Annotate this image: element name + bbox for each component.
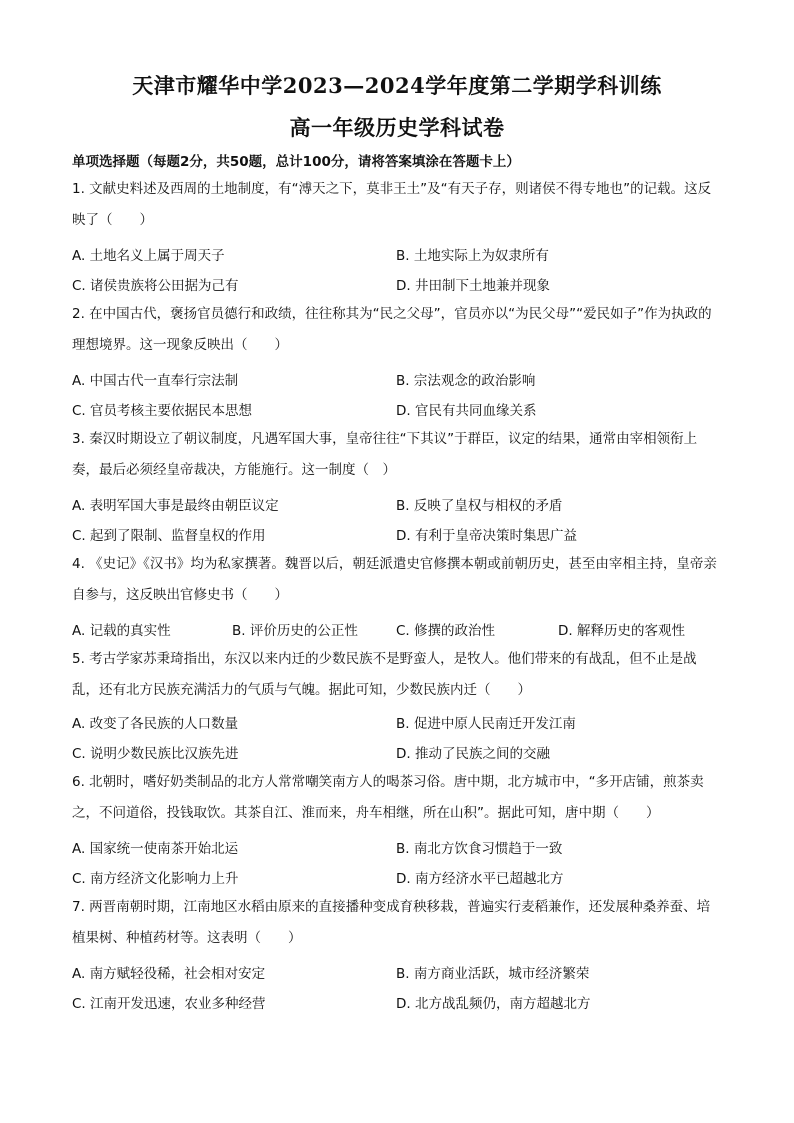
question-2-option-d: D. 官民有共同血缘关系	[396, 403, 537, 419]
question-7-option-b: B. 南方商业活跃，城市经济繁荣	[396, 966, 590, 982]
question-5-options-row-2	[72, 742, 722, 764]
question-6-stem: 6. 北朝时，嗜好奶类制品的北方人常常嘲笑南方人的喝茶习俗。唐中期，北方城市中，“多开店铺，煎茶卖之，不问道俗，投钱取饮。其茶自江、淮而来，舟车相继，所在山积”。据此可知，唐中期（ ）	[72, 774, 704, 821]
question-6-option-a: A. 国家统一使南茶开始北运	[72, 841, 239, 857]
question-5-option-c: C. 说明少数民族比汉族先进	[72, 746, 239, 762]
question-7-options-row-1	[72, 962, 722, 984]
question-1-option-c: C. 诸侯贵族将公田据为己有	[72, 278, 239, 294]
question-3-options-row-2	[72, 524, 722, 546]
question-7-option-c: C. 江南开发迅速，农业多种经营	[72, 996, 266, 1012]
question-5-options-row-1	[72, 712, 722, 734]
question-3-option-b: B. 反映了皇权与相权的矛盾	[396, 498, 563, 514]
question-1-option-d: D. 井田制下土地兼并现象	[396, 278, 550, 294]
question-1-options-row-2	[72, 274, 722, 296]
exam-school-title: 天津市耀华中学2023—2024学年度第二学期学科训练	[132, 73, 662, 98]
question-2-stem: 2. 在中国古代，褒扬官员德行和政绩，往往称其为“民之父母”，官员亦以“为民父母”“爱民如子”作为执政的理想境界。这一现象反映出（ ）	[72, 306, 712, 353]
question-3-option-d: D. 有利于皇帝决策时集思广益	[396, 528, 577, 544]
question-2-options-row-2	[72, 399, 722, 421]
question-1-option-b: B. 土地实际上为奴隶所有	[396, 248, 549, 264]
question-4-option-b: B. 评价历史的公正性	[232, 623, 358, 639]
question-2-option-c: C. 官员考核主要依据民本思想	[72, 403, 253, 419]
question-4-stem: 4. 《史记》《汉书》均为私家撰著。魏晋以后，朝廷派遣史官修撰本朝或前朝历史，甚至由宰相主持，皇帝亲自参与，这反映出官修史书（ ）	[72, 556, 717, 603]
question-4-option-d: D. 解释历史的客观性	[558, 623, 685, 639]
question-5-option-b: B. 促进中原人民南迁开发江南	[396, 716, 576, 732]
question-7-option-a: A. 南方赋轻役稀，社会相对安定	[72, 966, 266, 982]
question-6-options-row-1	[72, 837, 722, 859]
question-2-option-a: A. 中国古代一直奉行宗法制	[72, 373, 239, 389]
question-2-option-b: B. 宗法观念的政治影响	[396, 373, 536, 389]
question-4-option-c: C. 修撰的政治性	[396, 623, 496, 639]
question-3-stem: 3. 秦汉时期设立了朝议制度，凡遇军国大事，皇帝往往“下其议”于群臣，议定的结果，通常由宰相领衔上奏，最后必须经皇帝裁决，方能施行。这一制度（ ）	[72, 431, 698, 478]
question-3-option-c: C. 起到了限制、监督皇权的作用	[72, 528, 266, 544]
question-7-option-d: D. 北方战乱频仍，南方超越北方	[396, 996, 591, 1012]
question-7-options-row-2	[72, 992, 722, 1014]
question-7-stem: 7. 两晋南朝时期，江南地区水稻由原来的直接播种变成育秧移栽，普遍实行麦稻兼作，还发展种桑养蚕、培植果树、种植药材等。这表明（ ）	[72, 899, 711, 946]
question-3-option-a: A. 表明军国大事是最终由朝臣议定	[72, 498, 279, 514]
question-6-option-c: C. 南方经济文化影响力上升	[72, 871, 239, 887]
question-1-option-a: A. 土地名义上属于周天子	[72, 248, 225, 264]
exam-paper-title: 高一年级历史学科试卷	[289, 115, 505, 140]
question-6-options-row-2	[72, 867, 722, 889]
question-5-option-d: D. 推动了民族之间的交融	[396, 746, 550, 762]
question-4-option-a: A. 记载的真实性	[72, 623, 171, 639]
question-6-option-d: D. 南方经济水平已超越北方	[396, 871, 564, 887]
question-1-options-row-1	[72, 244, 722, 266]
question-3-options-row-1	[72, 494, 722, 516]
section-instructions: 单项选择题（每题2分，共50题，总计100分，请将答案填涂在答题卡上）	[72, 154, 520, 170]
question-5-option-a: A. 改变了各民族的人口数量	[72, 716, 239, 732]
question-2-options-row-1	[72, 369, 722, 391]
question-6-option-b: B. 南北方饮食习惯趋于一致	[396, 841, 563, 857]
question-5-stem: 5. 考古学家苏秉琦指出，东汉以来内迁的少数民族不是野蛮人，是牧人。他们带来的有战乱，但不止是战乱，还有北方民族充满活力的气质与气魄。据此可知，少数民族内迁（ ）	[72, 651, 697, 698]
question-1-stem: 1. 文献史料述及西周的土地制度，有“溥天之下，莫非王土”及“有天子存，则诸侯不得专地也”的记载。这反映了（ ）	[72, 181, 712, 228]
question-4-options-row	[72, 619, 722, 641]
